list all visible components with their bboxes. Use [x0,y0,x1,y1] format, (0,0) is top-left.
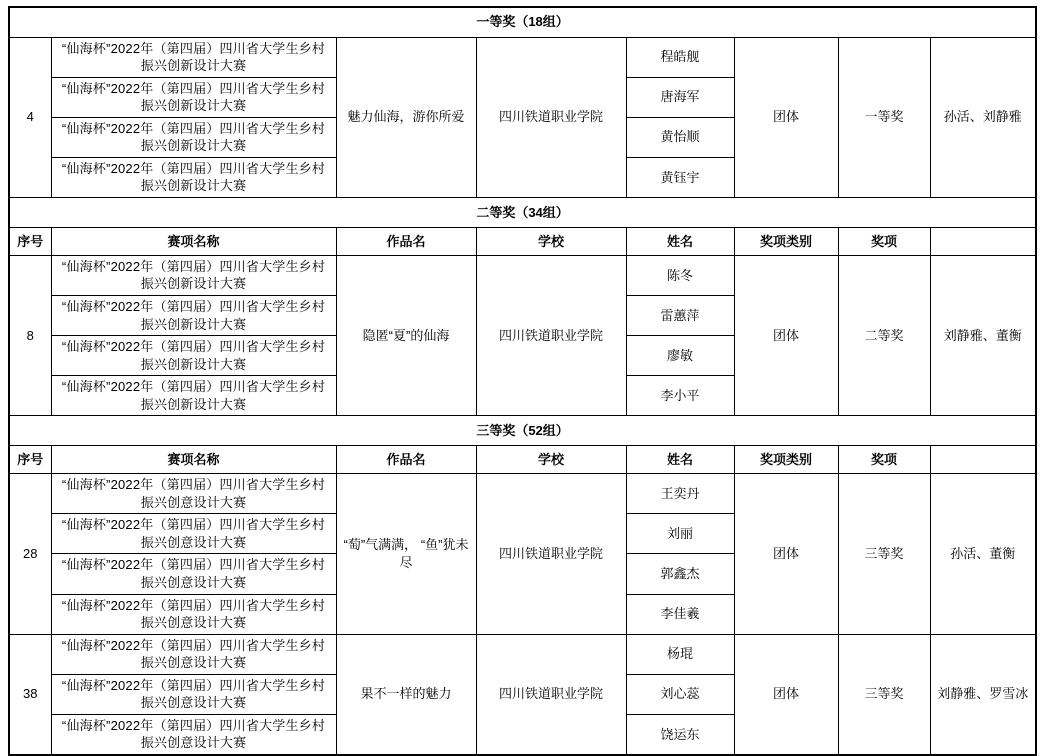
section-title: 一等奖（18组） [9,7,1036,37]
row-award-type: 团体 [734,474,838,634]
contest-line-1: “仙海杯”2022年（第四届）四川省大学生乡村 [61,80,326,96]
row-contest [51,117,336,157]
row-school: 四川铁道职业学院 [476,634,626,755]
row-member-name: 程皓舰 [626,37,734,77]
column-header-row [9,227,1036,255]
row-school: 四川铁道职业学院 [476,37,626,197]
column-header-contest: 赛项名称 [51,227,336,255]
row-member-name: 王奕丹 [626,474,734,514]
column-header-contest: 赛项名称 [51,446,336,474]
row-contest [51,514,336,554]
work-line-2: “鱼”犹未尽 [399,537,469,570]
contest-line-2: 振兴创新设计大赛 [140,316,247,332]
column-header-award-type: 奖项类别 [734,227,838,255]
contest-line-2: 振兴创新设计大赛 [140,98,247,114]
row-award-type: 团体 [734,255,838,415]
row-seq: 4 [9,37,51,197]
row-teacher: 孙活、刘静雅 [930,37,1036,197]
column-header-name: 姓名 [626,446,734,474]
column-header-award: 奖项 [838,227,930,255]
contest-line-1: “仙海杯”2022年（第四届）四川省大学生乡村 [61,298,326,314]
column-header-seq: 序号 [9,446,51,474]
section-header-row [9,416,1036,446]
row-seq: 8 [9,255,51,415]
row-member-name: 刘丽 [626,514,734,554]
row-member-name: 雷蕙萍 [626,295,734,335]
row-teacher: 孙活、董衡 [930,474,1036,634]
column-header-work: 作品名 [336,446,476,474]
section-title: 三等奖（52组） [9,416,1036,446]
row-award: 三等奖 [838,474,930,634]
row-work: 果不一样的魅力 [336,634,476,755]
contest-line-1: “仙海杯”2022年（第四届）四川省大学生乡村 [61,517,326,533]
row-member-name: 刘心蕊 [626,674,734,714]
row-member-name: 饶运东 [626,714,734,755]
row-school: 四川铁道职业学院 [476,474,626,634]
section-header-row [9,197,1036,227]
contest-line-1: “仙海杯”2022年（第四届）四川省大学生乡村 [61,339,326,355]
row-award-type: 团体 [734,37,838,197]
contest-line-1: “仙海杯”2022年（第四届）四川省大学生乡村 [61,597,326,613]
contest-line-2: 振兴创意设计大赛 [140,534,247,550]
row-contest [51,295,336,335]
row-contest [51,674,336,714]
column-header-name: 姓名 [626,227,734,255]
column-header-work: 作品名 [336,227,476,255]
contest-line-2: 振兴创新设计大赛 [140,276,247,292]
row-contest [51,255,336,295]
row-member-name: 李小平 [626,376,734,416]
row-award: 一等奖 [838,37,930,197]
row-member-name: 陈冬 [626,255,734,295]
row-member-name: 杨琨 [626,634,734,674]
contest-line-2: 振兴创新设计大赛 [140,138,247,154]
row-member-name: 黄钰宇 [626,157,734,197]
contest-line-2: 振兴创新设计大赛 [140,396,247,412]
row-member-name: 廖敏 [626,336,734,376]
row-award: 三等奖 [838,634,930,755]
row-member-name: 唐海军 [626,77,734,117]
row-seq: 28 [9,474,51,634]
contest-line-2: 振兴创意设计大赛 [140,574,247,590]
table-row [9,634,1036,674]
contest-line-1: “仙海杯”2022年（第四届）四川省大学生乡村 [61,160,326,176]
contest-line-2: 振兴创意设计大赛 [140,735,247,751]
section-title: 二等奖（34组） [9,197,1036,227]
contest-line-2: 振兴创意设计大赛 [140,655,247,671]
contest-line-2: 振兴创意设计大赛 [140,494,247,510]
contest-line-1: “仙海杯”2022年（第四届）四川省大学生乡村 [61,717,326,733]
contest-line-2: 振兴创新设计大赛 [140,58,247,74]
award-results-table [8,6,1037,756]
column-header-seq: 序号 [9,227,51,255]
column-header-school: 学校 [476,446,626,474]
row-contest [51,554,336,594]
row-member-name: 郭鑫杰 [626,554,734,594]
column-header-school: 学校 [476,227,626,255]
row-contest [51,376,336,416]
row-member-name: 李佳羲 [626,594,734,634]
row-award-type: 团体 [734,634,838,755]
row-contest [51,714,336,755]
row-school: 四川铁道职业学院 [476,255,626,415]
column-header-award: 奖项 [838,446,930,474]
column-header-teacher [930,446,1036,474]
contest-line-1: “仙海杯”2022年（第四届）四川省大学生乡村 [61,637,326,653]
column-header-row [9,446,1036,474]
row-work [336,474,476,634]
contest-line-2: 振兴创新设计大赛 [140,356,247,372]
row-contest [51,157,336,197]
row-award: 二等奖 [838,255,930,415]
row-work: 魅力仙海，游你所爱 [336,37,476,197]
work-line-1: “萄”气满满， [343,537,418,553]
row-work: 隐匿“夏”的仙海 [336,255,476,415]
row-contest [51,634,336,674]
contest-line-1: “仙海杯”2022年（第四届）四川省大学生乡村 [61,258,326,274]
column-header-teacher [930,227,1036,255]
contest-line-1: “仙海杯”2022年（第四届）四川省大学生乡村 [61,677,326,693]
row-teacher: 刘静雅、董衡 [930,255,1036,415]
row-contest [51,594,336,634]
contest-line-2: 振兴创意设计大赛 [140,615,247,631]
row-contest [51,474,336,514]
row-contest [51,336,336,376]
contest-line-1: “仙海杯”2022年（第四届）四川省大学生乡村 [61,120,326,136]
column-header-award-type: 奖项类别 [734,446,838,474]
section-header-row [9,7,1036,37]
contest-line-1: “仙海杯”2022年（第四届）四川省大学生乡村 [61,477,326,493]
row-seq: 38 [9,634,51,755]
table-row [9,37,1036,77]
contest-line-2: 振兴创新设计大赛 [140,178,247,194]
table-row [9,255,1036,295]
row-contest [51,77,336,117]
contest-line-1: “仙海杯”2022年（第四届）四川省大学生乡村 [61,379,326,395]
row-teacher: 刘静雅、罗雪冰 [930,634,1036,755]
contest-line-1: “仙海杯”2022年（第四届）四川省大学生乡村 [61,40,326,56]
table-row [9,474,1036,514]
row-contest [51,37,336,77]
contest-line-1: “仙海杯”2022年（第四届）四川省大学生乡村 [61,557,326,573]
contest-line-2: 振兴创意设计大赛 [140,695,247,711]
row-member-name: 黄怡顺 [626,117,734,157]
